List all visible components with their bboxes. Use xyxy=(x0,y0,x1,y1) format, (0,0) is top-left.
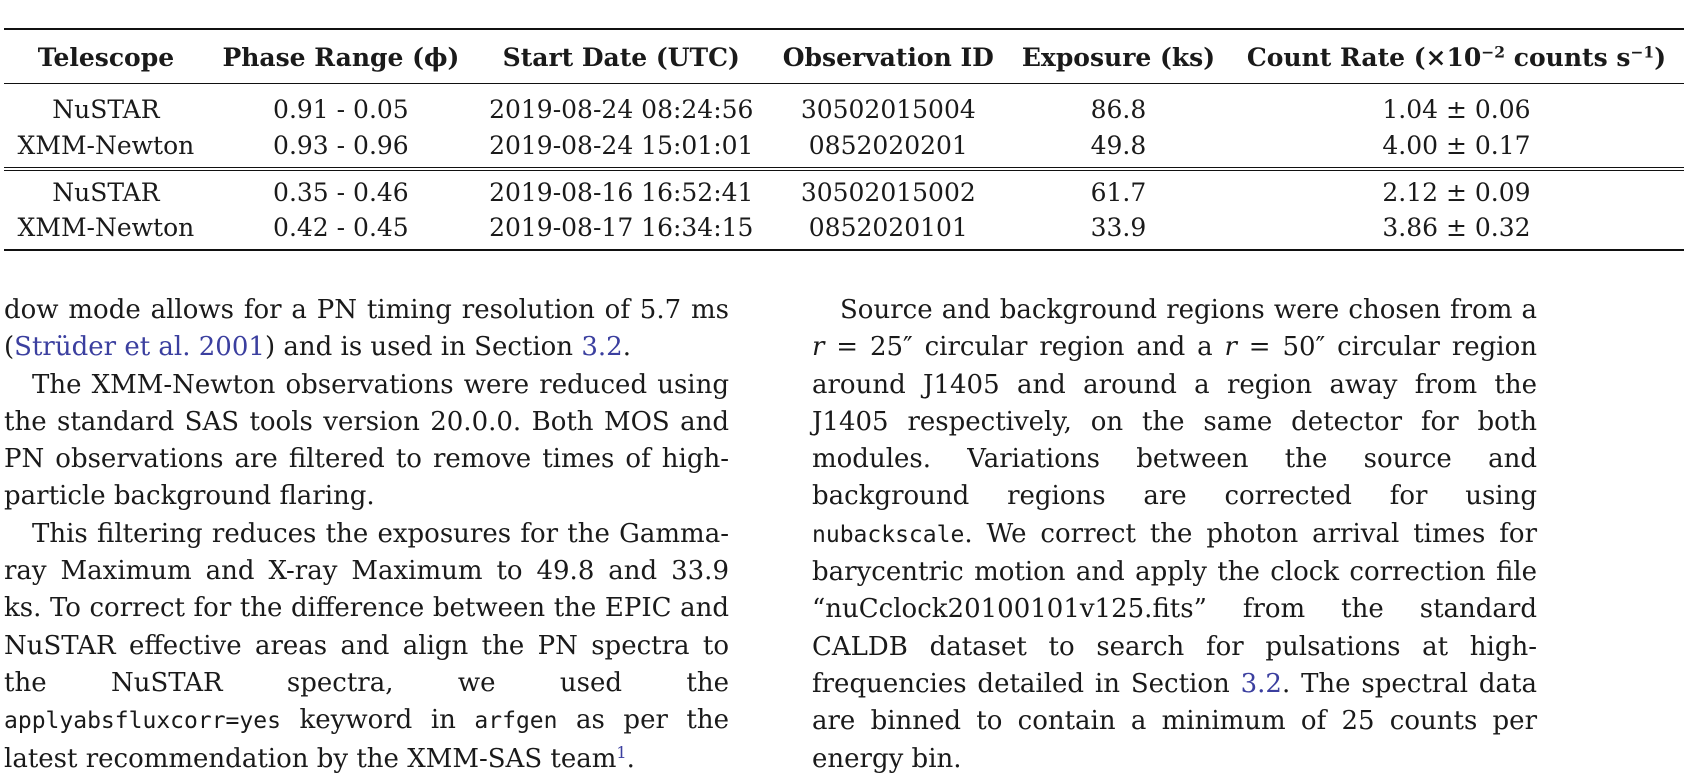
cell-exposure: 61.7 xyxy=(1090,177,1147,207)
cell-count-rate: 2.12 ± 0.09 xyxy=(1382,177,1531,207)
header-observation-id: Observation ID xyxy=(769,29,1008,84)
left-paragraph-3: This filtering reduces the exposures for the Gamma-ray Maximum and X-ray Maximum to 49.8 and 33.9 ks. To correct for the difference between the EPIC and NuSTAR effective areas and align the PN spectra to the NuSTAR spectra, we used the applyabsfluxcorr=yes keyword in arfgen as per the latest recommendation by the XMM-SAS team$^1$. xyxy=(4,518,729,774)
cell-start-date: 2019-08-17 16:34:15 xyxy=(489,213,754,242)
header-count-rate: Count Rate ($\times 10^{-2}$ counts $s^{-1}$) xyxy=(1229,29,1684,84)
table-row xyxy=(4,84,1684,128)
cell-telescope: XMM-Newton xyxy=(4,128,208,169)
cell-observation-id: 0852020201 xyxy=(769,128,1008,169)
footnote-link[interactable]: 1 xyxy=(616,742,627,762)
observation-table-container xyxy=(4,28,1684,251)
cell-observation-id: 30502015004 xyxy=(800,95,976,125)
right-column xyxy=(812,292,1537,778)
cell-exposure: 86.8 xyxy=(1090,95,1147,125)
cell-count-rate: 3.86 ± 0.32 xyxy=(1382,213,1531,242)
cell-telescope: NuSTAR xyxy=(52,95,160,125)
right-paragraph-1: Source and background regions were chosen from a r = 25″ circular region and a r = 50″ circular region around J1405 and around a region away from the J1405 respectively, on the same detector for both modules. Variations between the source and background regions are corrected for using nubackscale. We correct the photon arrival times for barycentric motion and apply the clock correction file “nuCclock20100101v125.fits” from the standard CALDB dataset to search for pulsations at high-frequencies detailed in Section 3.2. The spectral data are binned to contain a minimum of 25 counts per energy bin. xyxy=(812,295,1538,774)
header-telescope: Telescope xyxy=(4,29,208,84)
left-paragraph-1: dow mode allows for a PN timing resolution of 5.7 ms (Strüder et al. 2001) and is used in Section 3.2. xyxy=(4,295,729,363)
cell-exposure: 33.9 xyxy=(1090,213,1147,242)
left-paragraph-2: The XMM-Newton observations were reduced using the standard SAS tools version 20.0.0. Both MOS and PN observations are filtered to remove times of high-particle background flaring. xyxy=(4,369,729,512)
cell-phase: 0.35 - 0.46 xyxy=(273,177,409,207)
cell-observation-id: 30502015002 xyxy=(800,177,976,207)
table-row xyxy=(4,128,1684,169)
left-column xyxy=(4,292,729,778)
code-applyabsfluxcorr: applyabsfluxcorr=yes xyxy=(4,708,281,735)
table-row xyxy=(4,210,1684,250)
cell-exposure: 49.8 xyxy=(1008,128,1229,169)
cell-start-date: 2019-08-24 15:01:01 xyxy=(474,128,769,169)
header-exposure: Exposure (ks) xyxy=(1008,29,1229,84)
citation-link[interactable]: Strüder et al. 2001 xyxy=(14,332,265,363)
code-arfgen: arfgen xyxy=(474,708,558,735)
table-header-row xyxy=(4,29,1684,84)
cell-count-rate: 4.00 ± 0.17 xyxy=(1229,128,1684,169)
section-ref-link[interactable]: 3.2 xyxy=(581,332,623,363)
cell-telescope: NuSTAR xyxy=(52,177,160,207)
table-group-gamma-max xyxy=(4,84,1684,169)
table-row xyxy=(4,169,1684,210)
cell-telescope: XMM-Newton xyxy=(17,213,195,242)
cell-start-date: 2019-08-16 16:52:41 xyxy=(489,177,754,207)
cell-start-date: 2019-08-24 08:24:56 xyxy=(489,95,754,125)
table-group-xray-max xyxy=(4,169,1684,251)
observation-table xyxy=(4,28,1684,251)
cell-phase: 0.91 - 0.05 xyxy=(273,95,409,125)
cell-observation-id: 0852020101 xyxy=(808,213,968,242)
header-start-date: Start Date (UTC) xyxy=(474,29,769,84)
cell-phase: 0.93 - 0.96 xyxy=(208,128,474,169)
cell-count-rate: 1.04 ± 0.06 xyxy=(1382,95,1531,125)
header-phase-range: Phase Range (ϕ) xyxy=(208,29,474,84)
cell-phase: 0.42 - 0.45 xyxy=(273,213,409,242)
code-nubackscale: nubackscale xyxy=(812,521,965,548)
section-ref-link[interactable]: 3.2 xyxy=(1240,668,1282,699)
